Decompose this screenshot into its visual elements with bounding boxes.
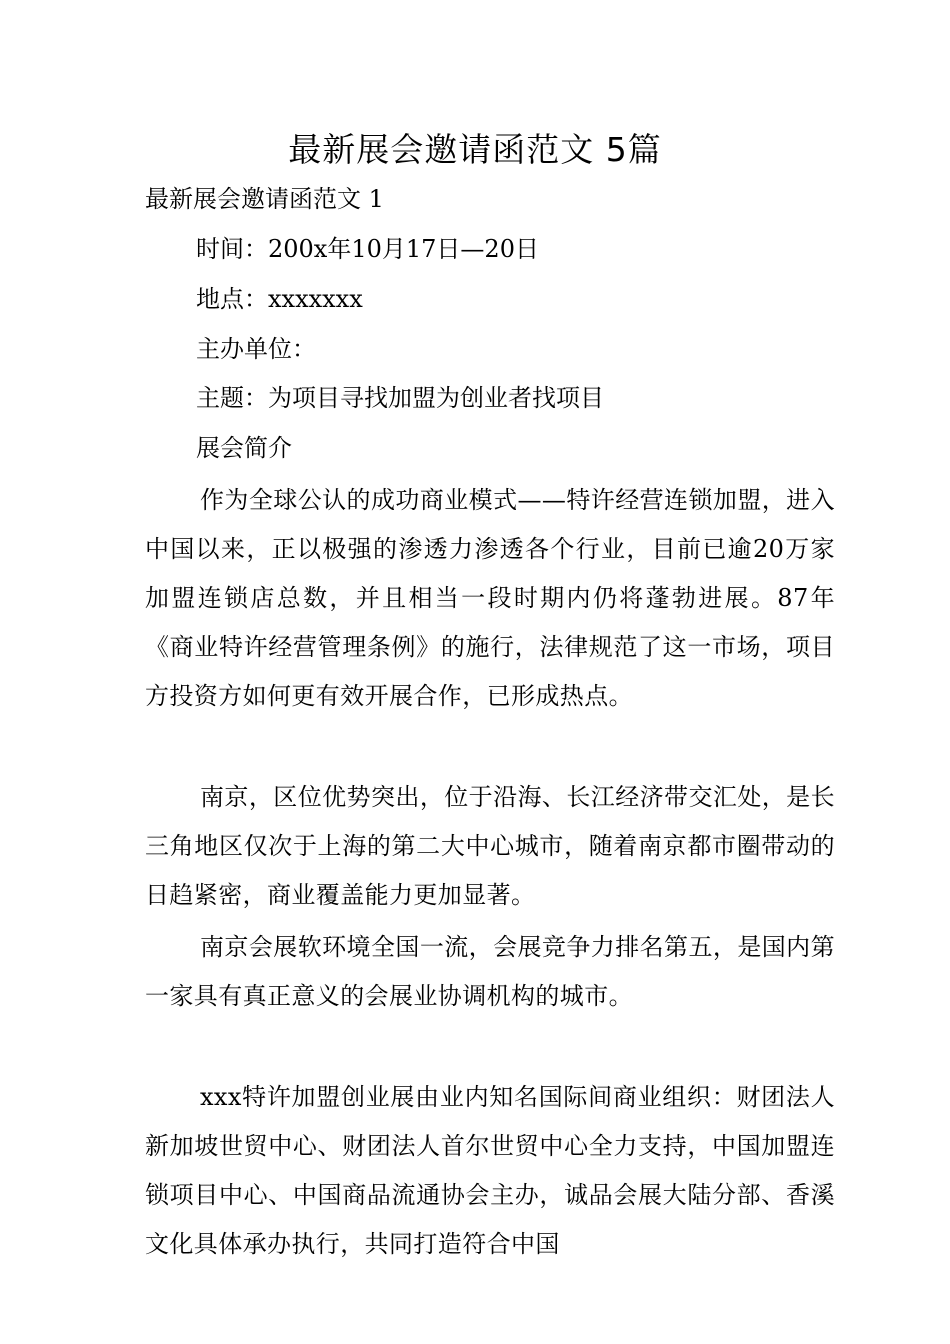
section-heading: 展会简介 [196,434,292,462]
paragraph-2: 南京，区位优势突出，位于沿海、长江经济带交汇处，是长三角地区仅次于上海的第二大中心城市，随着南京都市圈带动的日趋紧密，商业覆盖能力更加显著。 [145,783,835,909]
field-organizer: 主办单位： [196,335,316,363]
field-time: 时间：200x年10月17日—20日 [196,235,539,263]
document-title: 最新展会邀请函范文 5篇 [288,130,662,169]
field-location: 地点：xxxxxxx [196,285,363,313]
paragraph-3: 南京会展软环境全国一流，会展竞争力排名第五，是国内第一家具有真正意义的会展业协调机构的城市。 [145,933,835,1010]
document-subtitle: 最新展会邀请函范文 1 [145,185,384,213]
field-theme: 主题：为项目寻找加盟为创业者找项目 [196,384,604,412]
paragraph-1: 作为全球公认的成功商业模式——特许经营连锁加盟，进入中国以来，正以极强的渗透力渗透各个行业，目前已逾20万家加盟连锁店总数，并且相当一段时期内仍将蓬勃进展。87年《商业特许经营管理条例》的施行，法律规范了这一市场，项目方投资方如何更有效开展合作，已形成热点。 [145,486,835,710]
paragraph-4: xxx特许加盟创业展由业内知名国际间商业组织：财团法人新加坡世贸中心、财团法人首尔世贸中心全力支持，中国加盟连锁项目中心、中国商品流通协会主办，诚品会展大陆分部、香溪文化具体承办执行，共同打造符合中国 [145,1083,835,1258]
